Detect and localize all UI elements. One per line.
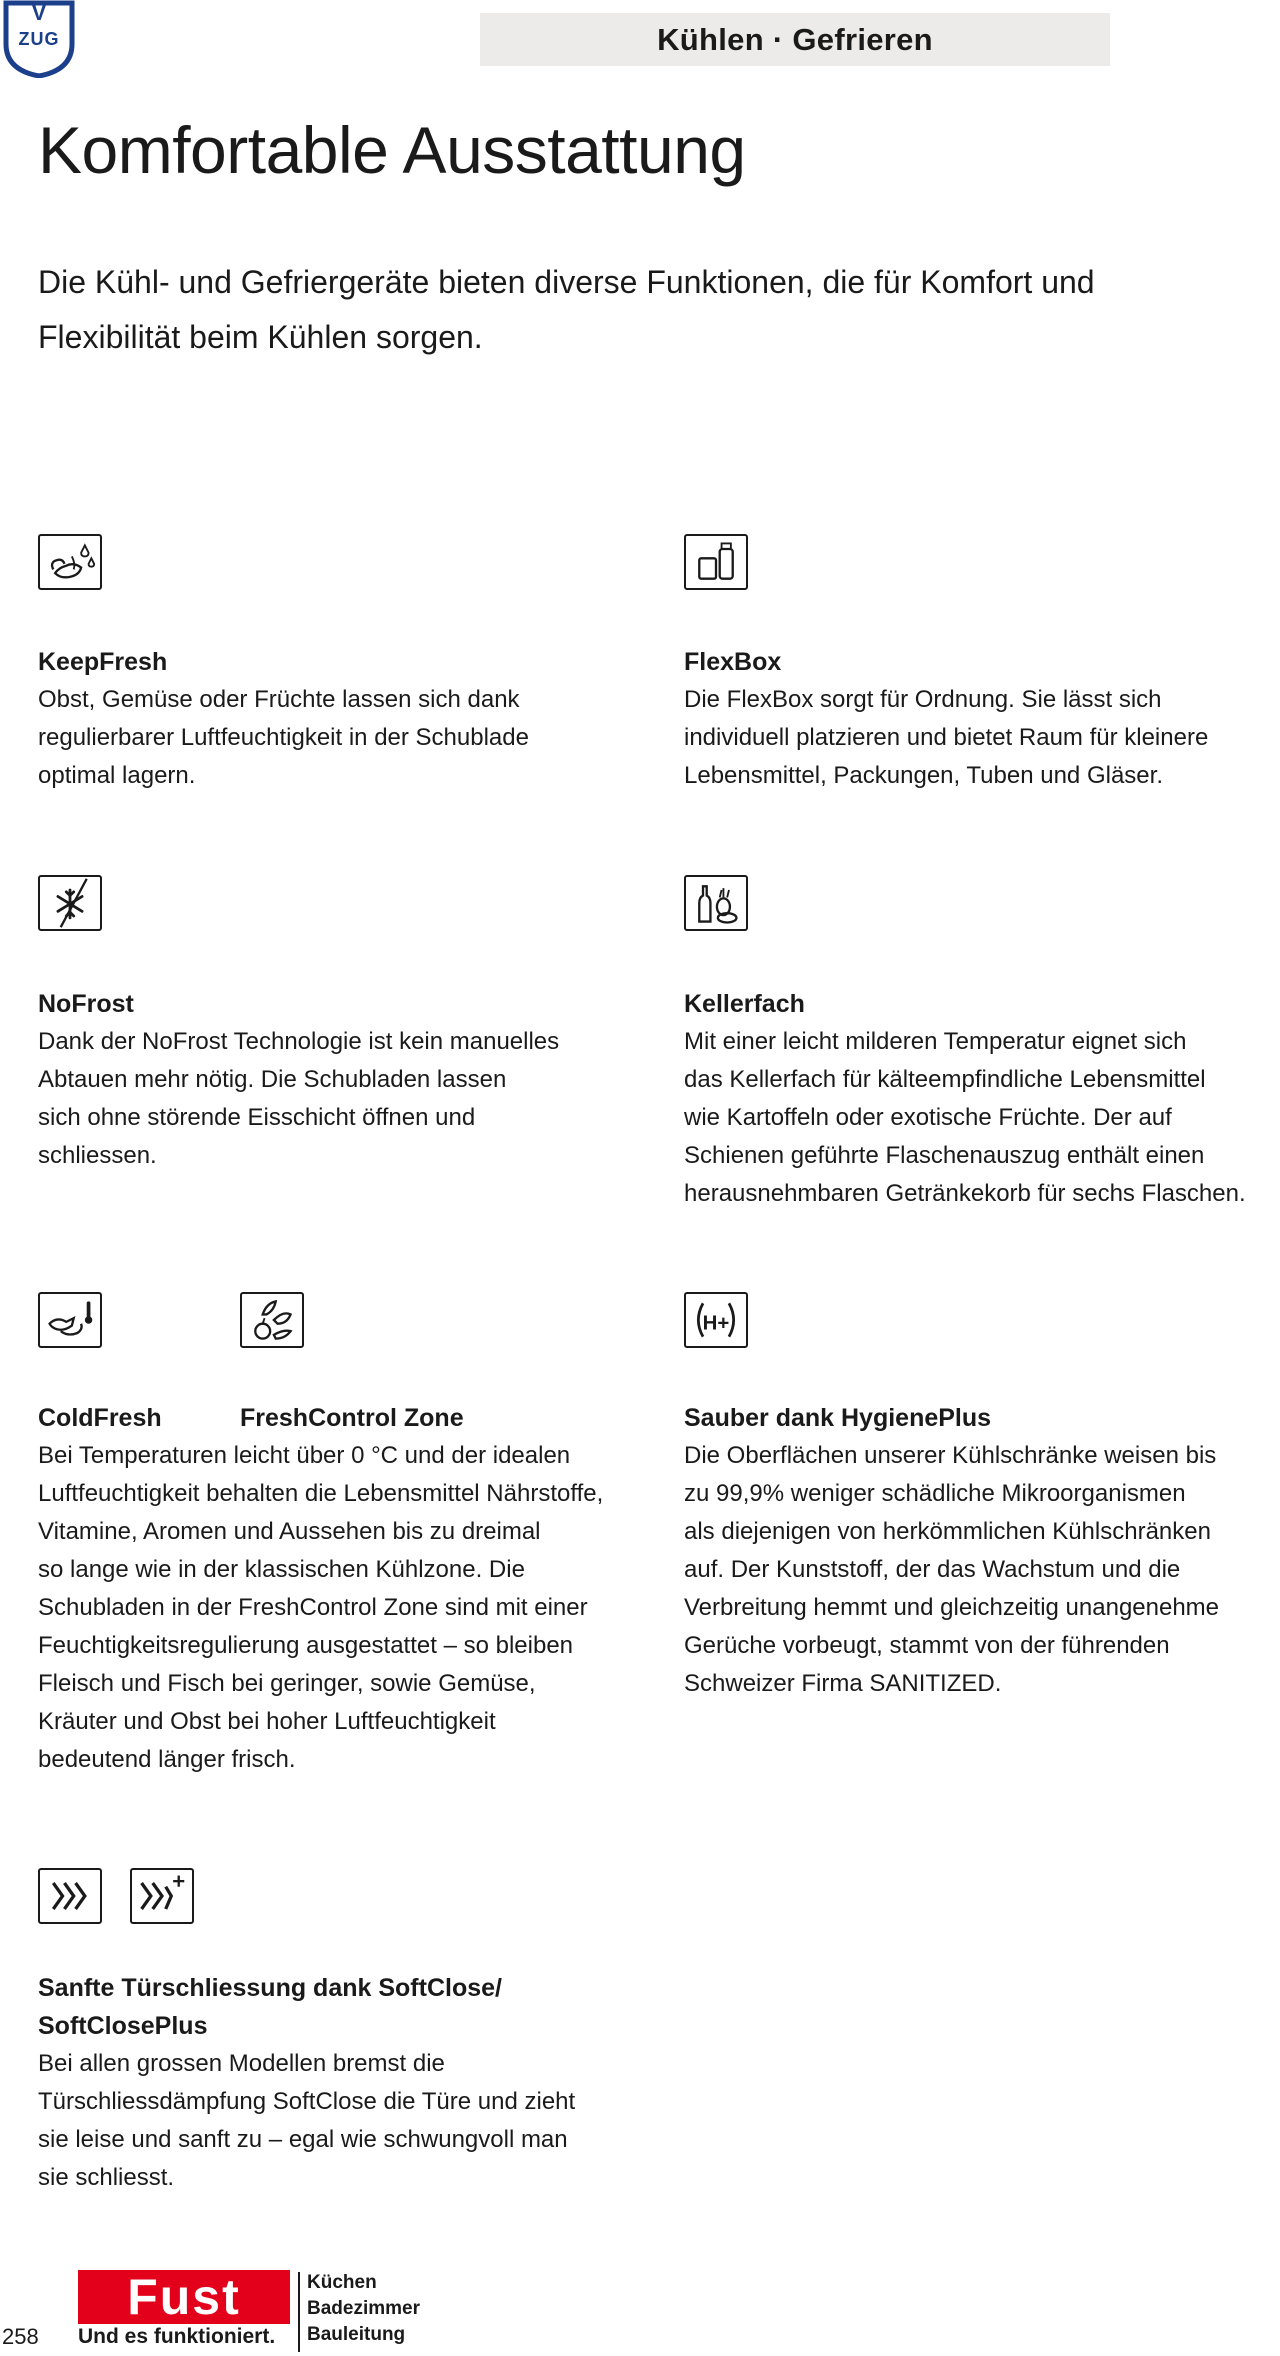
hygieneplus-icon (684, 1292, 748, 1348)
text-line: Feuchtigkeitsregulierung ausgestattet – so bleiben (38, 1632, 574, 1659)
fust-logo (78, 2270, 290, 2350)
flexbox-icon (684, 534, 748, 590)
hygieneplus-text (684, 1437, 1219, 1703)
text-line: Türschliessdämpfung SoftClose die Türe und zieht (38, 2088, 576, 2115)
title-line: SoftClosePlus (38, 2012, 208, 2040)
text-line: sich ohne störende Eisschicht öffnen und (38, 1104, 476, 1131)
kellerfach-title: Kellerfach (684, 990, 805, 1018)
text-line: Bei allen grossen Modellen bremst die (38, 2050, 445, 2077)
flexbox-text (684, 681, 1208, 795)
softclose-title (38, 1969, 502, 2045)
title-line: Sanfte Türschliessung dank SoftClose/ (38, 1974, 502, 2002)
fust-wordmark: Fust (78, 2270, 290, 2324)
text-line: schliessen. (38, 1142, 157, 1169)
logo-letters-zug: ZUG (18, 29, 60, 49)
softclose-icon (38, 1868, 102, 1924)
text-line: Vitamine, Aromen und Aussehen bis zu dreimal (38, 1518, 541, 1545)
text-line: Fleisch und Fisch bei geringer, sowie Gemüse, (38, 1670, 536, 1697)
text-line: Die FlexBox sorgt für Ordnung. Sie lässt sich (684, 686, 1162, 713)
intro-text (38, 255, 1238, 365)
text-line: das Kellerfach für kälteempfindliche Lebensmittel (684, 1066, 1206, 1093)
text-line: Schubladen in der FreshControl Zone sind mit einer (38, 1594, 588, 1621)
vzug-logo (2, 0, 76, 78)
text-line: wie Kartoffeln oder exotische Früchte. Der auf (684, 1104, 1172, 1131)
text-line: Die Oberflächen unserer Kühlschränke weisen bis (684, 1442, 1217, 1469)
text-line: Luftfeuchtigkeit behalten die Lebensmittel Nährstoffe, (38, 1480, 604, 1507)
service-item: Badezimmer (307, 2298, 420, 2319)
text-line: bedeutend länger frisch. (38, 1746, 296, 1773)
text-line: Dank der NoFrost Technologie ist kein manuelles (38, 1028, 560, 1055)
text-line: Abtauen mehr nötig. Die Schubladen lassen (38, 1066, 507, 1093)
text-line: Mit einer leicht milderen Temperatur eignet sich (684, 1028, 1187, 1055)
nofrost-icon (38, 875, 102, 931)
keepfresh-title: KeepFresh (38, 648, 168, 676)
kellerfach-text (684, 1023, 1246, 1213)
fust-slogan: Und es funktioniert. (78, 2325, 276, 2348)
text-line: regulierbarer Luftfeuchtigkeit in der Schublade (38, 724, 529, 751)
page-number: 258 (2, 2324, 39, 2349)
text-line: Schienen geführte Flaschenauszug enthält einen (684, 1142, 1205, 1169)
keepfresh-text (38, 681, 529, 795)
text-line: herausnehmbaren Getränkekorb für sechs Flaschen. (684, 1180, 1246, 1207)
intro-line: Die Kühl- und Gefriergeräte bieten diverse Funktionen, die für Komfort und (38, 264, 1095, 300)
text-line: Lebensmittel, Packungen, Tuben und Gläser. (684, 762, 1163, 789)
fust-services (307, 2270, 420, 2348)
coldfresh-title: ColdFresh (38, 1404, 162, 1432)
text-line: so lange wie in der klassischen Kühlzone. Die (38, 1556, 525, 1583)
keepfresh-icon (38, 534, 102, 590)
category-label: Kühlen · Gefrieren (657, 21, 933, 57)
freshcontrol-icon (240, 1292, 304, 1348)
category-header (480, 13, 1110, 66)
coldfresh-icon (38, 1292, 102, 1348)
logo-letter-v: V (31, 0, 47, 25)
nofrost-text (38, 1023, 559, 1175)
service-item: Küchen (307, 2272, 377, 2293)
text-line: Obst, Gemüse oder Früchte lassen sich dank (38, 686, 520, 713)
service-item: Bauleitung (307, 2324, 406, 2345)
softclose-text (38, 2045, 575, 2197)
text-line: auf. Der Kunststoff, der das Wachstum und die (684, 1556, 1181, 1583)
footer-divider (298, 2272, 300, 2352)
freshcontrol-title: FreshControl Zone (240, 1404, 464, 1432)
coldfresh-text (38, 1437, 603, 1779)
text-line: Verbreitung hemmt und gleichzeitig unangenehme (684, 1594, 1220, 1621)
page-title: Komfortable Ausstattung (38, 113, 746, 187)
text-line: optimal lagern. (38, 762, 196, 789)
text-line: sie leise und sanft zu – egal wie schwungvoll man (38, 2126, 568, 2153)
text-line: Gerüche vorbeugt, stammt von der führenden (684, 1632, 1170, 1659)
kellerfach-icon (684, 875, 748, 931)
text-line: sie schliesst. (38, 2164, 175, 2191)
intro-line: Flexibilität beim Kühlen sorgen. (38, 319, 483, 355)
flexbox-title: FlexBox (684, 648, 782, 676)
hygieneplus-icon-label: H+ (702, 1312, 730, 1335)
hygieneplus-title: Sauber dank HygienePlus (684, 1404, 992, 1432)
text-line: Schweizer Firma SANITIZED. (684, 1670, 1002, 1697)
text-line: Bei Temperaturen leicht über 0 °C und der idealen (38, 1442, 571, 1469)
text-line: zu 99,9% weniger schädliche Mikroorganismen (684, 1480, 1186, 1507)
text-line: Kräuter und Obst bei hoher Luftfeuchtigkeit (38, 1708, 496, 1735)
text-line: als diejenigen von herkömmlichen Kühlschränken (684, 1518, 1211, 1545)
nofrost-title: NoFrost (38, 990, 134, 1018)
softcloseplus-icon (130, 1868, 194, 1924)
text-line: individuell platzieren und bietet Raum für kleinere (684, 724, 1209, 751)
